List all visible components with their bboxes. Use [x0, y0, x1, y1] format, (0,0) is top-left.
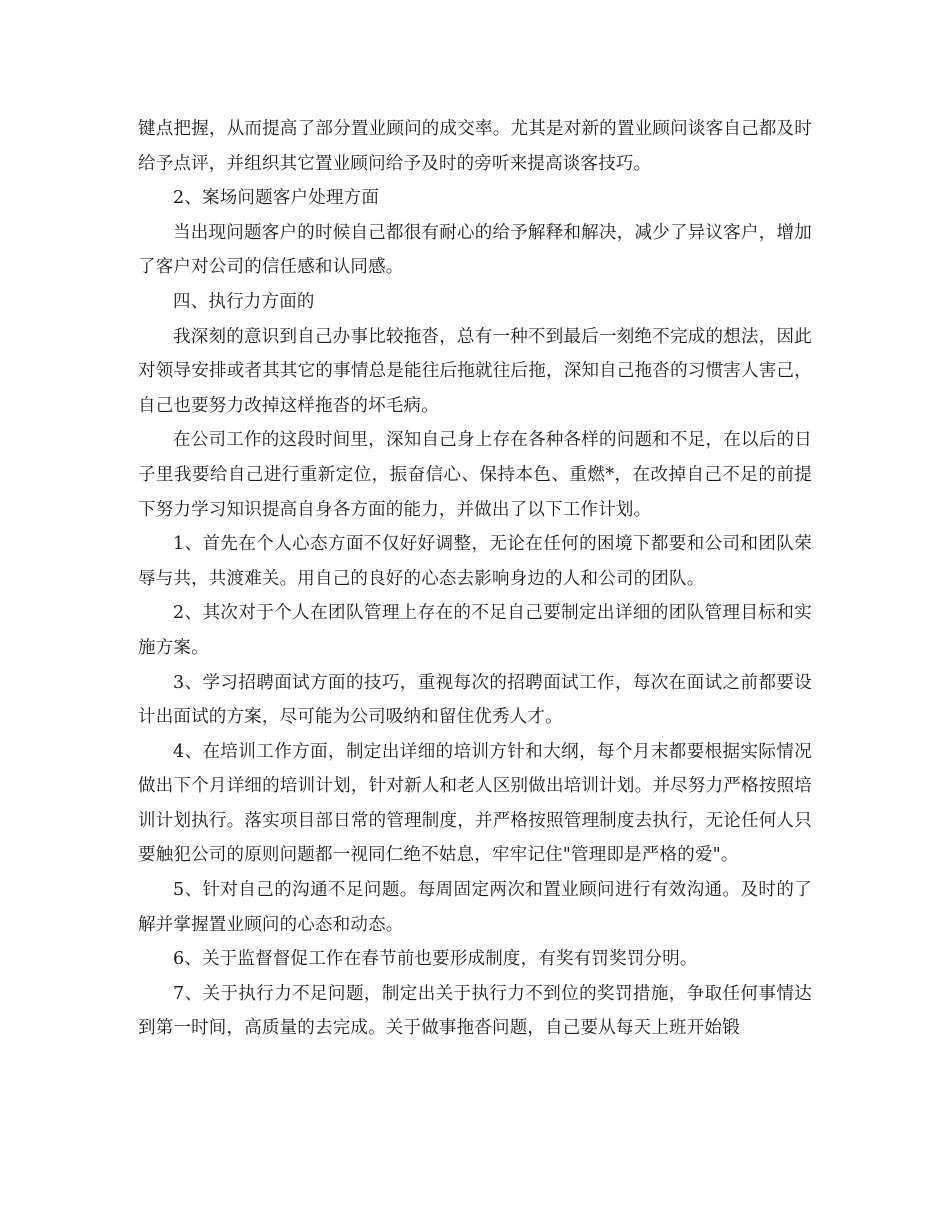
document-page — [138, 112, 812, 1046]
paragraph-7: 1、首先在个人心态方面不仅好好调整，无论在任何的困境下都要和公司和团队荣辱与共，共渡难关。用自己的良好的心态去影响身边的人和公司的团队。 — [138, 534, 812, 589]
paragraph-1: 键点把握，从而提高了部分置业顾问的成交率。尤其是对新的置业顾问谈客自己都及时给予点评，并组织其它置业顾问给予及时的旁听来提高谈客技巧。 — [138, 119, 812, 174]
paragraph-5: 我深刻的意识到自己办事比较拖沓，总有一种不到最后一刻绝不完成的想法，因此对领导安排或者其其它的事情总是能往后拖就往后拖，深知自己拖沓的习惯害人害己，自己也要努力改掉这样拖沓的坏毛病。 — [138, 326, 812, 416]
paragraph-12: 6、关于监督督促工作在春节前也要形成制度，有奖有罚奖罚分明。 — [173, 949, 698, 970]
paragraph-10: 4、在培训工作方面，制定出详细的培训方针和大纲，每个月末都要根据实际情况做出下个月详细的培训计划，针对新人和老人区别做出培训计划。并尽努力严格按照培训计划执行。落实项目部日常的管理制度，并严格按照管理制度去执行，无论任何人只要触犯公司的原则问题都一视同仁绝不姑息，牢牢记住"管理即是严格的爱"。 — [138, 741, 812, 866]
paragraph-6: 在公司工作的这段时间里，深知自己身上存在各种各样的问题和不足，在以后的日子里我要给自己进行重新定位，振奋信心、保持本色、重燃*，在改掉自己不足的前提下努力学习知识提高自身各方面的能力，并做出了以下工作计划。 — [138, 430, 812, 520]
paragraph-4: 四、执行力方面的 — [173, 291, 315, 312]
paragraph-2: 2、案场问题客户处理方面 — [173, 188, 380, 209]
paragraph-8: 2、其次对于个人在团队管理上存在的不足自己要制定出详细的团队管理目标和实施方案。 — [138, 603, 812, 658]
paragraph-11: 5、针对自己的沟通不足问题。每周固定两次和置业顾问进行有效沟通。及时的了解并掌握置业顾问的心态和动态。 — [138, 880, 812, 935]
paragraph-9: 3、学习招聘面试方面的技巧，重视每次的招聘面试工作，每次在面试之前都要设计出面试的方案，尽可能为公司吸纳和留住优秀人才。 — [138, 672, 812, 728]
paragraph-13: 7、关于执行力不足问题，制定出关于执行力不到位的奖罚措施，争取任何事情达到第一时间，高质量的去完成。关于做事拖沓问题，自己要从每天上班开始锻 — [138, 983, 812, 1039]
paragraph-3: 当出现问题客户的时候自己都很有耐心的给予解释和解决，减少了异议客户，增加了客户对公司的信任感和认同感。 — [138, 222, 812, 278]
